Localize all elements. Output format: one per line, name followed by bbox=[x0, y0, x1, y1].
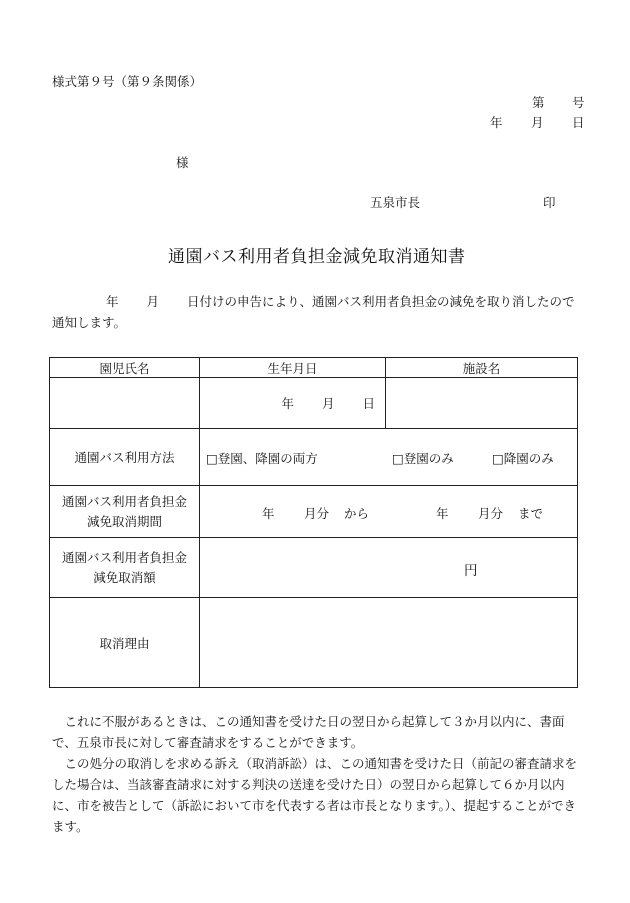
appeal-note-review: これに不服があるときは、この通知書を受けた日の翌日から起算して３か月以内に、書面で、五泉市長に対して審査請求をすることができます。 bbox=[52, 714, 565, 750]
period-to-year: 年 bbox=[436, 505, 449, 521]
addressee-sama: 様 bbox=[176, 155, 189, 170]
intro-year: 年 bbox=[106, 294, 119, 309]
method-label: 通園バス利用方法 bbox=[50, 429, 200, 486]
intro-body: 日付けの申告により、通園バス利用者負担金の減免を取り消したので通知します。 bbox=[52, 294, 575, 330]
table-row-reason bbox=[50, 598, 578, 688]
appeal-note-lawsuit: この処分の取消しを求める訴え（取消訴訟）は、この通知書を受けた日（前記の審査請求をした場合は、当該審査請求に対する判決の送達を受けた日）の翌日から起算して６か月以内に、市を被告として（訴訟において市を代表する者は市長となります。）、提起することができます。 bbox=[52, 756, 578, 834]
table-row-amount bbox=[50, 538, 578, 598]
birth-year-label: 年 bbox=[281, 396, 294, 411]
header-birth-date: 生年月日 bbox=[200, 358, 386, 378]
issue-date-year: 年 bbox=[490, 115, 503, 130]
period-to-suffix: まで bbox=[518, 505, 544, 521]
amount-label-line1: 通園バス利用者負担金 bbox=[61, 549, 187, 565]
issue-date-day: 日 bbox=[572, 115, 585, 130]
period-to-month: 月分 bbox=[478, 505, 504, 521]
intro-paragraph bbox=[52, 291, 584, 333]
amount-label-line2: 減免取消額 bbox=[93, 569, 156, 585]
table-row-basic-info bbox=[50, 378, 578, 429]
checkbox-arrival-only[interactable]: □登園のみ bbox=[392, 451, 454, 466]
period-from-suffix: から bbox=[344, 505, 370, 521]
document-number-go: 号 bbox=[572, 95, 585, 110]
amount-field[interactable] bbox=[200, 538, 578, 598]
period-field[interactable] bbox=[200, 486, 578, 538]
birth-date-field[interactable] bbox=[200, 378, 386, 429]
document-number-dai: 第 bbox=[532, 95, 545, 110]
period-label bbox=[50, 486, 200, 538]
amount-unit-yen: 円 bbox=[464, 562, 478, 579]
birth-month-label: 月 bbox=[321, 396, 335, 411]
reason-field[interactable] bbox=[200, 598, 578, 688]
period-label-line1: 通園バス利用者負担金 bbox=[61, 493, 187, 509]
document-title: 通園バス利用者負担金減免取消通知書 bbox=[168, 247, 466, 267]
notice-table bbox=[49, 357, 578, 688]
header-child-name: 園児氏名 bbox=[50, 358, 200, 378]
period-from-year: 年 bbox=[262, 505, 275, 521]
form-number: 様式第９号（第９条関係） bbox=[52, 74, 203, 89]
checkbox-both[interactable]: □登園、降園の両方 bbox=[206, 451, 318, 466]
period-label-line2: 減免取消期間 bbox=[86, 513, 162, 529]
checkbox-departure-only[interactable]: □降園のみ bbox=[492, 451, 554, 466]
issuer-seal: 印 bbox=[543, 195, 556, 210]
table-header-row bbox=[50, 358, 578, 378]
method-options bbox=[200, 429, 578, 486]
intro-month: 月 bbox=[146, 294, 160, 309]
table-row-method bbox=[50, 429, 578, 486]
reason-label: 取消理由 bbox=[50, 598, 200, 688]
header-facility-name: 施設名 bbox=[386, 358, 578, 378]
appeal-notes bbox=[52, 711, 586, 837]
birth-day-label: 日 bbox=[362, 396, 375, 411]
table-row-period bbox=[50, 486, 578, 538]
issue-date-month: 月 bbox=[531, 115, 544, 130]
child-name-field[interactable] bbox=[50, 378, 200, 429]
amount-label bbox=[50, 538, 200, 598]
period-from-month: 月分 bbox=[304, 505, 330, 521]
issuer-name: 五泉市長 bbox=[370, 195, 421, 210]
facility-name-field[interactable] bbox=[386, 378, 578, 429]
